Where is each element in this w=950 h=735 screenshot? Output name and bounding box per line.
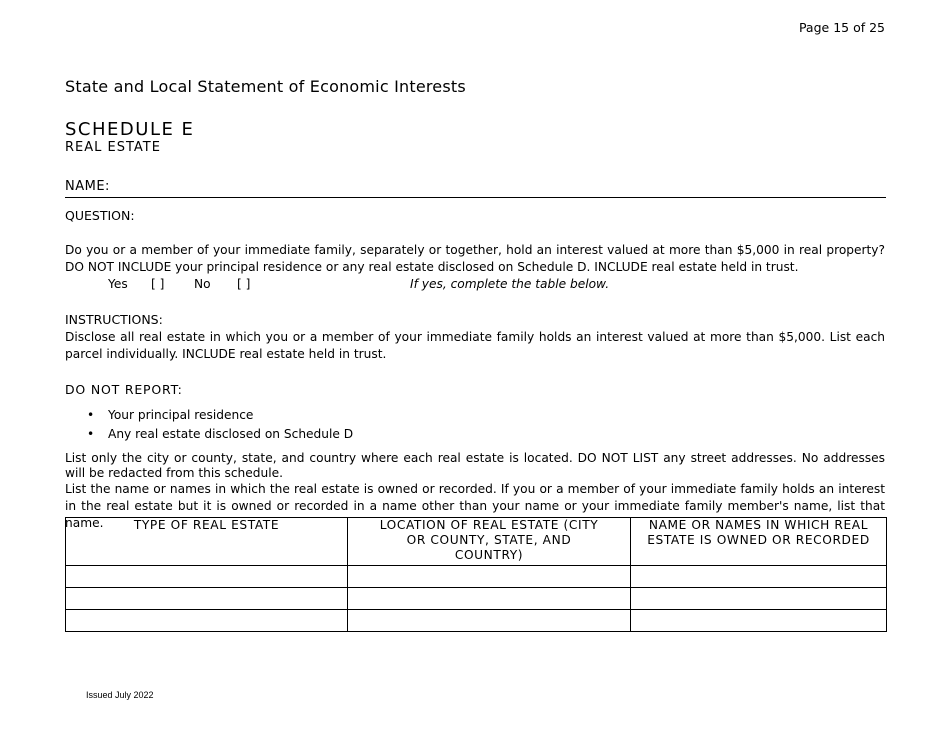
table-row: [66, 610, 887, 632]
issued-date: Issued July 2022: [86, 690, 154, 700]
table-cell-location[interactable]: [348, 610, 631, 632]
table-cell-type[interactable]: [66, 588, 348, 610]
schedule-title: SCHEDULE E: [65, 119, 195, 140]
question-text: Do you or a member of your immediate family, separately or together, hold an interest valued at more than $5,000 in real property? DO NOT INCLUDE your principal residence or any real estate disclosed on Schedule D. INCLUDE real estate held in trust.: [65, 243, 885, 274]
header-type-of-real-estate: TYPE OF REAL ESTATE: [66, 518, 348, 566]
do-not-report-list: [85, 406, 353, 444]
schedule-subtitle: REAL ESTATE: [65, 140, 161, 155]
table-cell-location[interactable]: [348, 588, 631, 610]
if-yes-note: If yes, complete the table below.: [410, 277, 610, 291]
header-owner-names: NAME OR NAMES IN WHICH REAL ESTATE IS OWNED OR RECORDED: [631, 518, 887, 566]
table-header-row: [66, 518, 887, 566]
table-row: [66, 566, 887, 588]
name-label: NAME:: [65, 179, 110, 194]
table-row: [66, 588, 887, 610]
name-field-line[interactable]: [65, 197, 886, 198]
list-item: [85, 406, 353, 425]
yes-label: Yes: [108, 277, 128, 291]
bullet-icon: •: [87, 427, 95, 441]
page-number: Page 15 of 25: [798, 20, 885, 35]
table-cell-type[interactable]: [66, 566, 348, 588]
do-not-report-item: Any real estate disclosed on Schedule D: [108, 427, 354, 441]
table-cell-owner[interactable]: [631, 566, 887, 588]
question-label: QUESTION:: [65, 208, 135, 223]
list-item: [85, 425, 353, 444]
no-checkbox[interactable]: [ ]: [237, 277, 251, 291]
table-cell-owner[interactable]: [631, 610, 887, 632]
location-instructions: List only the city or county, state, and country where each real estate is located. DO NOT LIST any street addresses. No addresses will be redacted from this schedule.: [65, 451, 885, 480]
owner-name-instructions: List the name or names in which the real estate is owned or recorded. If you or a member of your immediate family holds an interest in the real estate but it is owned or recorded in a name other than your name or your immediate family member's name, list that name.: [65, 482, 885, 530]
do-not-report-label: DO NOT REPORT:: [65, 382, 183, 397]
real-estate-table: [65, 517, 887, 632]
table-cell-type[interactable]: [66, 610, 348, 632]
instructions-text: Disclose all real estate in which you or a member of your immediate family holds an interest valued at more than $5,000. List each parcel individually. INCLUDE real estate held in trust.: [65, 330, 885, 361]
instructions-label: INSTRUCTIONS:: [65, 312, 163, 327]
table-cell-owner[interactable]: [631, 588, 887, 610]
no-label: No: [194, 277, 211, 291]
header-location-of-real-estate: LOCATION OF REAL ESTATE (CITY OR COUNTY, STATE, AND COUNTRY): [348, 518, 631, 566]
bullet-icon: •: [87, 408, 95, 422]
yes-checkbox[interactable]: [ ]: [151, 277, 165, 291]
do-not-report-item: Your principal residence: [108, 408, 254, 422]
table-cell-location[interactable]: [348, 566, 631, 588]
document-title: State and Local Statement of Economic Interests: [65, 77, 466, 96]
